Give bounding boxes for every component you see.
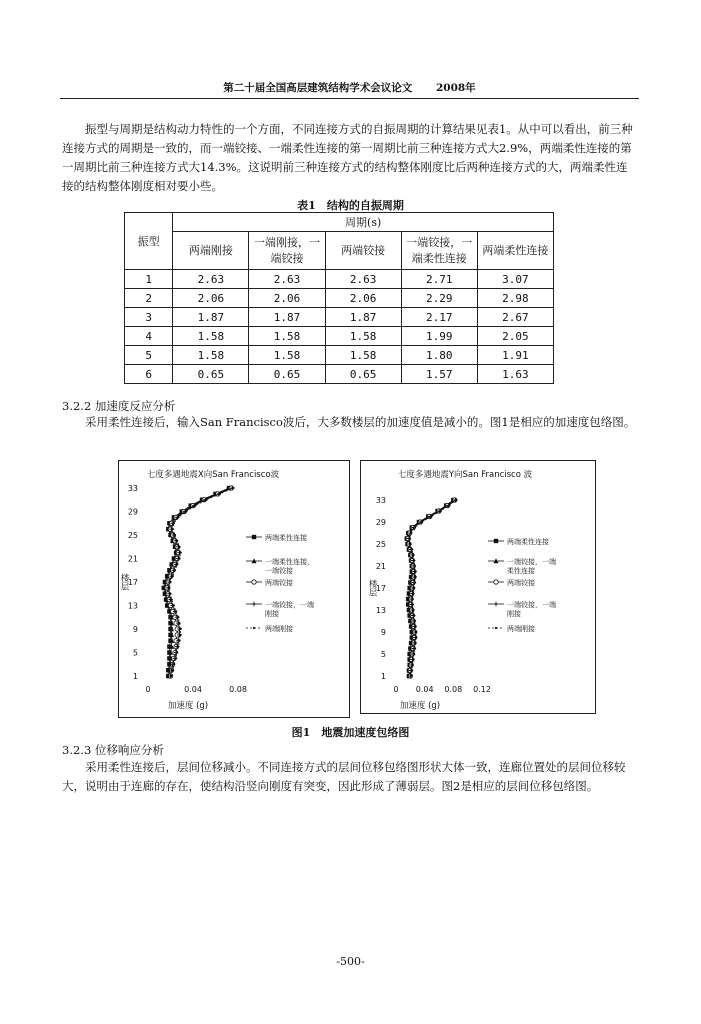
legend-item <box>246 557 314 575</box>
y-tick-label: 29 <box>375 518 386 527</box>
data-point <box>171 675 173 677</box>
column-header: 一端刚接，一端铰接 <box>249 232 325 270</box>
period-cell: 1.87 <box>173 308 249 327</box>
mode-cell: 6 <box>125 365 173 384</box>
data-point <box>494 539 498 543</box>
legend-label-line: 刚接 <box>507 610 521 618</box>
data-point <box>205 499 207 501</box>
period-cell: 1.91 <box>477 346 553 365</box>
running-header <box>60 80 639 99</box>
period-cell: 1.58 <box>325 346 401 365</box>
data-point <box>177 516 179 518</box>
header-year: 2008年 <box>435 82 476 94</box>
data-point <box>414 576 416 578</box>
y-tick-label: 33 <box>375 496 386 505</box>
data-point <box>176 563 178 565</box>
data-point <box>421 521 423 523</box>
y-tick-label: 17 <box>127 578 138 587</box>
x-tick-label: 0.08 <box>444 685 463 694</box>
page-number: -500- <box>336 955 365 968</box>
legend-item <box>246 600 314 618</box>
chart-title: 七度多遇地震X向San Francisco波 <box>146 470 280 480</box>
mode-cell: 1 <box>125 270 173 289</box>
data-point <box>409 537 411 539</box>
column-header: 两端刚接 <box>173 232 249 270</box>
data-point <box>414 620 416 622</box>
period-cell: 2.63 <box>249 270 325 289</box>
table-row <box>125 346 554 365</box>
legend-label: 两端柔性连接 <box>507 538 549 546</box>
period-cell: 1.80 <box>401 346 477 365</box>
period-cell: 1.58 <box>325 327 401 346</box>
x-tick-label: 0 <box>393 685 399 694</box>
y-tick-label: 21 <box>127 554 138 564</box>
period-cell: 0.65 <box>249 365 325 384</box>
period-cell: 2.71 <box>401 270 477 289</box>
series-4 <box>166 486 235 678</box>
mode-header: 振型 <box>125 213 173 270</box>
table-row <box>125 308 554 327</box>
period-cell: 2.63 <box>325 270 401 289</box>
chart-frame <box>119 461 350 718</box>
legend-item <box>246 624 293 633</box>
data-point <box>412 554 414 556</box>
intro-paragraph: 振型与周期是结构动力特性的一个方面，不同连接方式的自振周期的计算结果见表1。从中可以看出，前三种连接方式的周期是一致的，而一端铰接、一端柔性连接的第一周期比前三种连接方式大2.9%，两端柔性连接的第一周期比前三种连接方式大14.3%。这说明前三种连接方式的结构整体刚度比后两种连接方式的大，两端柔性连接的结构整体刚度相对要小些。 <box>62 122 633 193</box>
period-cell: 2.98 <box>477 289 553 308</box>
y-tick-label: 17 <box>375 584 386 593</box>
series-3 <box>165 486 234 678</box>
data-point <box>414 570 416 572</box>
data-point <box>174 569 176 571</box>
x-tick-label: 0.08 <box>229 685 247 694</box>
y-tick-label: 1 <box>132 672 138 681</box>
period-cell: 1.57 <box>401 365 477 384</box>
column-header: 一端铰接，一端柔性连接 <box>401 232 477 270</box>
data-point <box>495 627 497 629</box>
data-point <box>172 528 174 530</box>
x-tick-label: 0.04 <box>184 685 202 694</box>
data-point <box>413 587 415 589</box>
data-point <box>411 603 413 605</box>
data-point <box>410 675 412 677</box>
legend-label-line: 柔性连接 <box>507 567 535 575</box>
series-2 <box>162 485 232 678</box>
period-cell: 1.63 <box>477 365 553 384</box>
y-axis-label: 楼层 <box>367 579 377 597</box>
table-row <box>125 365 554 384</box>
data-point <box>232 487 234 489</box>
legend-label: 两端刚接 <box>265 625 293 633</box>
header-title: 第二十届全国高层建筑结构学术会议论文 <box>223 82 413 94</box>
section-322-heading: 3.2.2 加速度反应分析 <box>62 399 176 413</box>
chart-frame <box>361 461 596 714</box>
data-point <box>177 616 179 618</box>
data-point <box>176 540 178 542</box>
period-cell: 1.58 <box>249 346 325 365</box>
legend-label: 两端柔性连接 <box>265 534 307 542</box>
table-row <box>125 270 554 289</box>
data-point <box>414 642 416 644</box>
legend-label <box>265 557 314 575</box>
data-point <box>448 504 450 506</box>
data-point <box>180 634 182 636</box>
data-point <box>414 625 416 627</box>
data-point <box>411 548 413 550</box>
data-point <box>412 609 414 611</box>
data-point <box>185 510 187 512</box>
data-point <box>430 515 432 517</box>
period-cell: 0.65 <box>325 365 401 384</box>
y-tick-label: 1 <box>380 672 386 681</box>
data-point <box>411 664 413 666</box>
period-cell: 0.65 <box>173 365 249 384</box>
table-row <box>125 327 554 346</box>
period-cell: 2.06 <box>249 289 325 308</box>
data-point <box>175 610 177 612</box>
data-point <box>414 565 416 567</box>
data-point <box>219 493 221 495</box>
data-point <box>172 575 174 577</box>
y-tick-label: 9 <box>380 628 386 637</box>
y-tick-label: 9 <box>132 625 138 634</box>
data-point <box>455 499 457 501</box>
legend-label-line: 一端铰接，一端 <box>507 558 556 566</box>
chart-x-direction <box>118 460 350 718</box>
y-tick-label: 5 <box>380 650 386 659</box>
data-point <box>176 651 178 653</box>
legend-label-line: 一端柔性连接， <box>265 558 314 566</box>
chart-title: 七度多遇地震Y向San Francisco 波 <box>397 470 533 480</box>
legend-label <box>507 600 556 618</box>
legend-label-line: 一端铰接，一端 <box>507 601 556 609</box>
data-point <box>411 669 413 671</box>
period-cell: 2.06 <box>173 289 249 308</box>
data-point <box>180 552 182 554</box>
y-tick-label: 25 <box>127 531 138 540</box>
data-point <box>410 532 412 534</box>
legend-label <box>265 600 314 618</box>
period-cell: 2.63 <box>173 270 249 289</box>
legend-item <box>488 537 549 546</box>
data-point <box>413 614 415 616</box>
table-title: 表1 结构的自振周期 <box>297 199 404 212</box>
period-cell: 1.87 <box>325 308 401 327</box>
y-tick-label: 29 <box>127 507 138 517</box>
data-point <box>414 647 416 649</box>
data-point <box>412 658 414 660</box>
data-point <box>173 663 175 665</box>
data-point <box>414 526 416 528</box>
data-point <box>413 559 415 561</box>
legend-item <box>488 624 535 633</box>
mode-cell: 3 <box>125 308 173 327</box>
data-point <box>252 580 256 584</box>
data-point <box>174 534 176 536</box>
data-point <box>175 657 177 659</box>
legend-label-line: 一端铰接 <box>265 567 293 575</box>
data-point <box>409 543 411 545</box>
period-cell: 1.99 <box>401 327 477 346</box>
data-point <box>173 604 175 606</box>
data-point <box>439 510 441 512</box>
data-point <box>178 557 180 559</box>
legend-item <box>246 578 293 587</box>
legend-item <box>488 578 535 587</box>
data-point <box>172 669 174 671</box>
legend-label-line: 一端铰接，一端 <box>265 601 314 609</box>
mode-cell: 2 <box>125 289 173 308</box>
mode-cell: 5 <box>125 346 173 365</box>
period-cell: 2.06 <box>325 289 401 308</box>
period-cell: 2.05 <box>477 327 553 346</box>
x-axis-label: 加速度 (g) <box>399 701 441 711</box>
period-cell: 2.29 <box>401 289 477 308</box>
data-point <box>171 599 173 601</box>
period-cell: 1.58 <box>173 346 249 365</box>
period-cell: 1.87 <box>249 308 325 327</box>
data-point <box>178 546 180 548</box>
series-line <box>410 500 457 676</box>
y-tick-label: 13 <box>127 601 138 611</box>
legend-label: 两端刚接 <box>507 625 535 633</box>
period-cell: 1.58 <box>249 327 325 346</box>
chart-y-direction <box>360 460 596 714</box>
data-point <box>494 602 498 606</box>
data-point <box>413 653 415 655</box>
data-point <box>173 522 175 524</box>
legend-item <box>488 600 556 618</box>
period-header: 周期(s) <box>173 213 554 232</box>
data-point <box>194 505 196 507</box>
data-point <box>177 646 179 648</box>
legend-item <box>488 557 556 575</box>
period-cell: 2.67 <box>477 308 553 327</box>
series-1 <box>162 486 232 678</box>
data-point <box>412 592 414 594</box>
y-tick-label: 33 <box>127 484 138 493</box>
data-point <box>178 622 180 624</box>
figure-caption: 图1 地震加速度包络图 <box>291 726 410 739</box>
data-point <box>414 581 416 583</box>
data-point <box>168 587 170 589</box>
section-323-heading: 3.2.3 位移响应分析 <box>62 743 164 757</box>
data-point <box>415 631 417 633</box>
y-tick-label: 25 <box>375 540 386 549</box>
data-point <box>252 535 256 539</box>
period-cell: 3.07 <box>477 270 553 289</box>
y-tick-label: 21 <box>375 562 386 571</box>
data-point <box>180 628 182 630</box>
x-tick-label: 0 <box>145 685 151 694</box>
data-point <box>178 640 180 642</box>
section-323-text: 采用柔性连接后，层间位移减小。不同连接方式的层间位移包络图形状大体一致，连廊位置处的层间位移较大，说明由于连廊的存在，使结构沿竖向刚度有突变，因此形成了薄弱层。图2是相应的层间位移包络图。 <box>62 760 626 793</box>
x-axis-label: 加速度 (g) <box>167 701 209 711</box>
y-axis-label: 楼层 <box>119 573 129 591</box>
data-point <box>169 581 171 583</box>
section-322-text: 采用柔性连接后，输入San Francisco波后，大多数楼层的加速度值是减小的。图1是相应的加速度包络图。 <box>85 415 636 429</box>
y-tick-label: 5 <box>132 648 138 658</box>
y-tick-label: 13 <box>375 606 386 615</box>
period-cell: 1.58 <box>173 327 249 346</box>
legend-item <box>246 533 307 542</box>
x-tick-label: 0.12 <box>473 685 491 694</box>
legend-label: 两端铰接 <box>507 579 535 587</box>
column-header: 两端铰接 <box>325 232 401 270</box>
legend-label <box>507 557 556 575</box>
data-point <box>411 598 413 600</box>
period-cell: 2.17 <box>401 308 477 327</box>
period-table <box>124 212 554 384</box>
table-row <box>125 289 554 308</box>
legend-label-line: 刚接 <box>265 610 279 618</box>
data-point <box>252 602 256 606</box>
data-point <box>415 636 417 638</box>
data-point <box>253 627 255 629</box>
legend-label: 两端铰接 <box>265 579 293 587</box>
x-tick-label: 0.04 <box>415 685 434 694</box>
data-point <box>494 580 498 584</box>
data-point <box>169 593 171 595</box>
mode-cell: 4 <box>125 327 173 346</box>
column-header: 两端柔性连接 <box>477 232 553 270</box>
